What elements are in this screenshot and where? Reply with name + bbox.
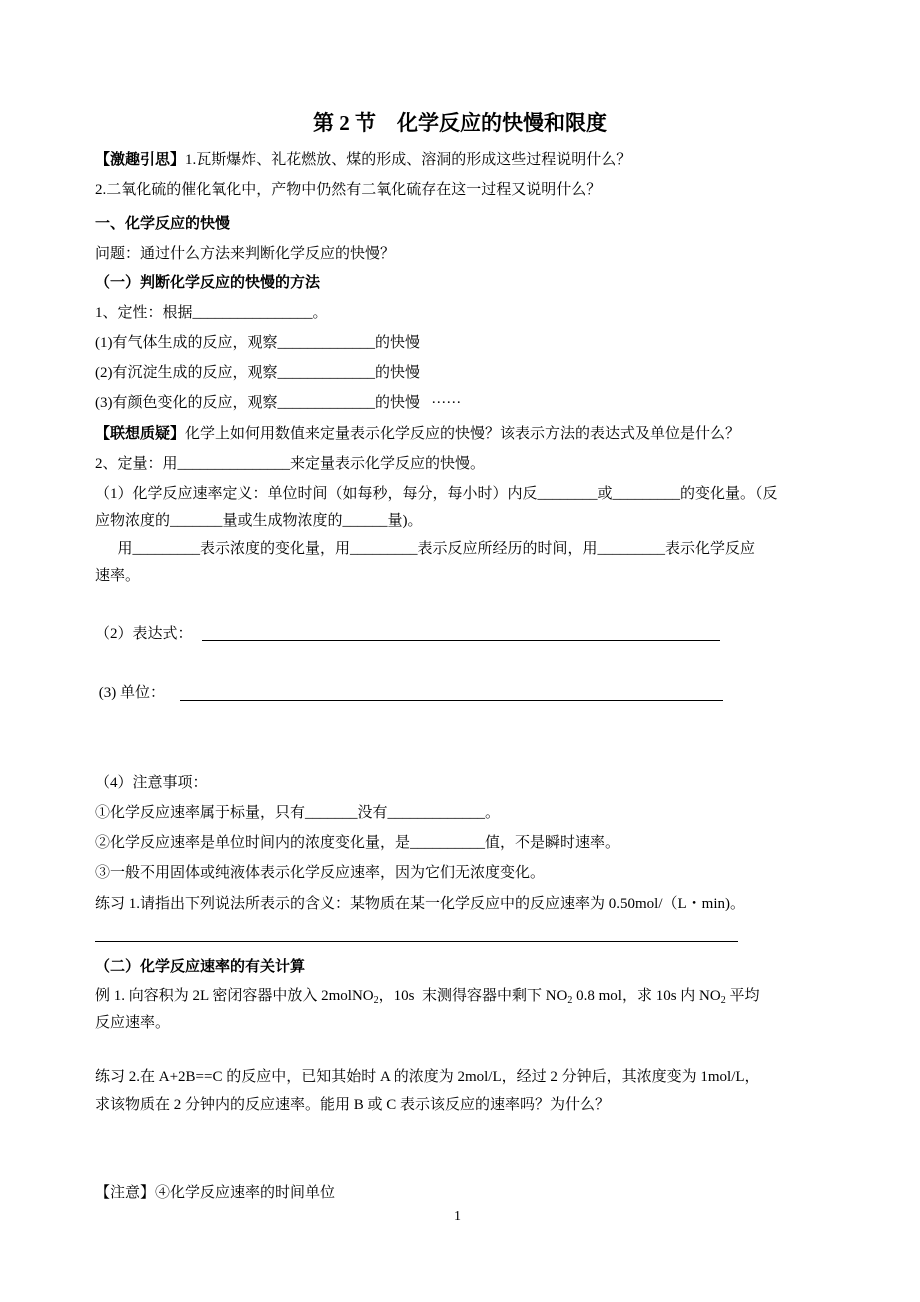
example-1b <box>95 1013 170 1033</box>
page-number: 1 <box>454 1209 461 1224</box>
definition-2-text: 应物浓度的_______量或生成物浓度的______量)。 <box>95 513 423 529</box>
qualitative-3-text: (3)有颜色变化的反应，观察_____________的快慢 ······ <box>95 395 462 411</box>
exercise-2b <box>95 1095 610 1115</box>
symbols-1-text: 用_________表示浓度的变化量，用_________表示反应所经历的时间，用_________表示化学反应 <box>95 541 756 557</box>
symbols-1 <box>95 539 755 559</box>
definition-1 <box>95 484 778 504</box>
note-1 <box>95 803 500 823</box>
section-heading-1-text: 一、化学反应的快慢 <box>95 216 231 232</box>
subsection-heading-2 <box>95 957 305 977</box>
exercise-2a-text: 练习 2.在 A+2B==C 的反应中，已知其始时 A 的浓度为 2mol/L，经过 2 分钟后，其浓度变为 1mol/L， <box>95 1069 760 1085</box>
subsection-heading-1-text: （一）判断化学反应的快慢的方法 <box>95 275 321 291</box>
association-question-text: 【联想质疑】 <box>95 426 186 442</box>
subsection-heading-1 <box>95 273 320 293</box>
qualitative-text: 1、定性：根据________________。 <box>95 305 328 321</box>
note-2-text: ②化学反应速率是单位时间内的浓度变化量，是__________值，不是瞬时速率。 <box>95 835 621 851</box>
qualitative-1-text: (1)有气体生成的反应，观察_____________的快慢 <box>95 335 420 351</box>
qualitative-2 <box>95 363 420 383</box>
exercise-1-text: 练习 1.请指出下列说法所表示的含义：某物质在某一化学反应中的反应速率为 0.50mol/（L・min)。 <box>95 896 745 912</box>
example-1a-text: 2 <box>567 995 573 1006</box>
example-1a-text: ，10s 末测得容器中剩下 NO <box>378 988 568 1004</box>
qualitative-1 <box>95 333 420 353</box>
page-title: 第 2 节 化学反应的快慢和限度 <box>313 111 607 135</box>
question <box>95 244 395 264</box>
unit-text: (3) 单位： <box>95 685 165 701</box>
example-1a <box>95 986 759 1011</box>
symbols-2-text: 速率。 <box>95 568 141 584</box>
qualitative-2-text: (2)有沉淀生成的反应，观察_____________的快慢 <box>95 365 420 381</box>
symbols-2 <box>95 566 140 586</box>
section-heading-1 <box>95 214 230 234</box>
unit-answer-line <box>180 700 723 701</box>
intro-question-1-text: 1.瓦斯爆炸、礼花燃放、煤的形成、溶洞的形成这些过程说明什么？ <box>185 152 632 168</box>
example-1a-text: 平均 <box>725 988 760 1004</box>
example-1a-text: 2 <box>373 995 379 1006</box>
note-1-text: ①化学反应速率属于标量，只有_______没有_____________。 <box>95 805 501 821</box>
notes-heading-text: （4）注意事项： <box>95 775 208 791</box>
example-1a-text: 2 <box>720 995 726 1006</box>
example-1a-text: 例 1. 向容积为 2L 密闭容器中放入 2molNO <box>95 988 374 1004</box>
definition-2 <box>95 511 423 531</box>
unit <box>95 683 165 703</box>
intro-question-1-text: 【激趣引思】 <box>95 152 186 168</box>
attention-text: 【注意】④化学反应速率的时间单位 <box>95 1185 336 1201</box>
question-text: 问题：通过什么方法来判断化学反应的快慢？ <box>95 246 396 262</box>
association-question-text: 化学上如何用数值来定量表示化学反应的快慢？该表示方法的表达式及单位是什么？ <box>185 426 741 442</box>
exercise-1-answer-line <box>95 941 738 942</box>
quantitative <box>95 454 485 474</box>
exercise-2a <box>95 1067 760 1087</box>
intro-question-1 <box>95 150 631 170</box>
notes-heading <box>95 773 208 793</box>
association-question <box>95 424 740 444</box>
qualitative <box>95 303 328 323</box>
note-3 <box>95 863 545 883</box>
exercise-2b-text: 求该物质在 2 分钟内的反应速率。能用 B 或 C 表示该反应的速率吗？为什么？ <box>95 1097 611 1113</box>
subsection-heading-2-text: （二）化学反应速率的有关计算 <box>95 959 306 975</box>
intro-question-2 <box>95 180 601 200</box>
attention <box>95 1183 335 1203</box>
quantitative-text: 2、定量：用_______________来定量表示化学反应的快慢。 <box>95 456 486 472</box>
definition-1-text: （1）化学反应速率定义：单位时间（如每秒，每分，每小时）内反________或_________的变化量。（反 <box>95 486 778 502</box>
intro-question-2-text: 2.二氧化硫的催化氧化中，产物中仍然有二氧化硫存在这一过程又说明什么？ <box>95 182 602 198</box>
qualitative-3 <box>95 393 461 413</box>
expression-answer-line <box>202 640 720 641</box>
exercise-1 <box>95 894 745 914</box>
expression-text: （2）表达式： <box>95 626 193 642</box>
example-1b-text: 反应速率。 <box>95 1015 171 1031</box>
example-1a-text: 0.8 mol，求 10s 内 NO <box>572 988 721 1004</box>
note-2 <box>95 833 620 853</box>
note-3-text: ③一般不用固体或纯液体表示化学反应速率，因为它们无浓度变化。 <box>95 865 546 881</box>
expression <box>95 624 193 644</box>
